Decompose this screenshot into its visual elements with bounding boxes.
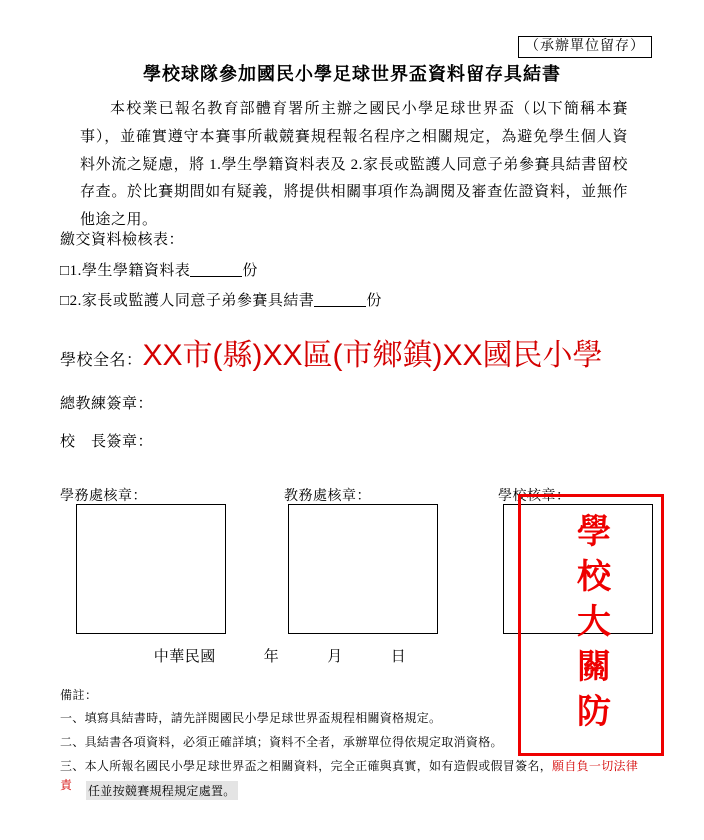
school-official-seal-text [521,511,667,735]
date-year-unit[interactable]: 年 [263,649,280,665]
note-item-2: 二、具結書各項資料，必須正確詳填；資料不全者，承辦單位得依規定取消資格。 [60,735,503,749]
checklist-label: 繳交資料檢核表： [60,232,185,248]
seal-box-student-affairs[interactable] [76,504,226,634]
seal-char-1: 學 [577,514,611,551]
body-paragraph: 本校業已報名教育部體育署所主辦之國民小學足球世界盃（以下簡稱本賽事），並確實遵守本賽事所載競賽規程報名程序之相關規定，為避免學生個人資料外流之疑慮，將 1.學生學籍資料表及 2.家長或監護人同意子弟參賽具結書留校存查。於比賽期間如有疑義，將提供相關事項作為調閱及審查佐證資料，並無作他途之用。 [80,101,628,228]
school-name-row [60,330,603,374]
note-item-3-main: 三、本人所報名國民小學足球世界盃之相關資料，完全正確與真實，如有造假或假冒簽名， [60,759,553,773]
note-item-3-continuation: 任並按競賽規程規定處置。 [86,781,238,800]
custody-stamp: （承辦單位留存） [518,36,652,58]
principal-signature-label: 校 長簽章： [60,434,154,450]
note-item-1: 一、填寫具結書時，請先詳閱國民小學足球世界盃規程相關資格規定。 [60,711,442,725]
seal-char-4: 關 [577,648,611,686]
note-item-3-highlight: 願自負一切法律責 [60,759,639,793]
checklist-item-1-unit: 份 [242,263,258,279]
page-title: 學校球隊參加國民小學足球世界盃資料留存具結書 [143,64,561,84]
school-name-value[interactable]: XX市(縣)XX區(市鄉鎮)XX國民小學 [142,339,603,372]
notes-title: 備註： [60,688,98,702]
checklist-item-2-unit: 份 [366,293,382,309]
seal-char-5: 防 [577,693,611,731]
seal-label-academic-affairs: 教務處核章： [284,489,371,504]
seal-char-2: 校 [577,558,611,596]
checkbox-2[interactable]: □ [60,293,70,309]
checklist-item-1 [60,259,258,280]
date-month-unit[interactable]: 月 [327,649,343,665]
checklist-item-1-label: 1.學生學籍資料表 [69,263,191,279]
seal-label-student-affairs: 學務處核章： [60,489,147,504]
date-era: 中華民國 [153,649,216,665]
checklist-item-1-count-field[interactable] [190,261,242,277]
seal-box-academic-affairs[interactable] [288,504,438,634]
seal-char-3: 大 [577,603,611,641]
date-line [0,645,560,666]
checklist-item-2-count-field[interactable] [314,291,366,307]
checkbox-1[interactable]: □ [60,263,70,279]
head-coach-signature-label: 總教練簽章： [60,396,154,412]
seal-label-school: 學校核章： [498,489,571,504]
school-name-label: 學校全名： [60,352,143,369]
checklist-item-2-label: 2.家長或監護人同意子弟參賽具結書 [69,293,315,309]
date-day-unit[interactable]: 日 [390,649,407,665]
checklist-item-2 [60,289,382,310]
